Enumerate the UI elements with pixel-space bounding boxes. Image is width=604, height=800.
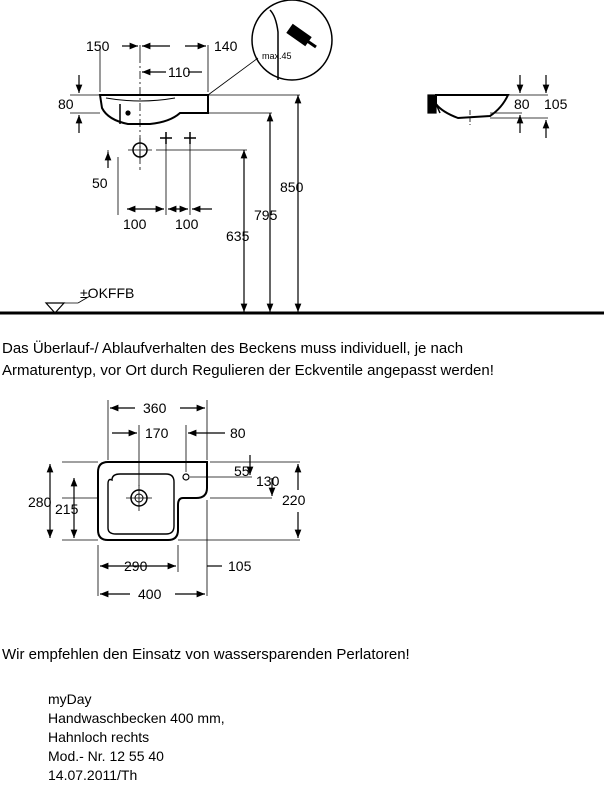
product-name: myDay: [48, 691, 92, 707]
detail-circle: [252, 0, 332, 80]
floor-level-label: ±OKFFB: [80, 285, 135, 301]
dim-850: 850: [280, 179, 304, 195]
dim-150: 150: [86, 38, 110, 54]
dim-105-plan: 105: [228, 558, 252, 574]
product-variant: Hahnloch rechts: [48, 729, 150, 745]
dim-290: 290: [124, 558, 148, 574]
product-date: 14.07.2011/Th: [48, 767, 138, 783]
overflow-note: [2, 338, 494, 382]
aerator-note: Wir empfehlen den Einsatz von wassersparenden Perlatoren!: [2, 646, 410, 663]
plan-view: [50, 400, 300, 596]
detail-max-angle: max.45: [262, 51, 292, 61]
product-model-number: Mod.- Nr. 12 55 40: [48, 748, 164, 764]
tap-hole: [183, 474, 189, 480]
front-view: [428, 75, 548, 138]
dim-400: 400: [138, 586, 162, 602]
dim-50: 50: [92, 175, 108, 191]
dim-360: 360: [143, 400, 167, 416]
dim-55: 55: [234, 463, 250, 479]
dim-215: 215: [55, 501, 79, 517]
overflow-note-line-1: Das Überlauf-/ Ablaufverhalten des Beckens muss individuell, je nach: [2, 340, 464, 357]
dim-100-left: 100: [123, 216, 147, 232]
dim-635: 635: [226, 228, 250, 244]
dim-100-right: 100: [175, 216, 199, 232]
product-info: [48, 690, 225, 785]
dim-795: 795: [254, 207, 278, 223]
dim-280: 280: [28, 494, 52, 510]
dim-105-front: 105: [544, 96, 568, 112]
dim-220: 220: [282, 492, 306, 508]
product-description: Handwaschbecken 400 mm,: [48, 710, 225, 726]
dim-80-front: 80: [514, 96, 530, 112]
dim-80-plan: 80: [230, 425, 246, 441]
dim-80-side: 80: [58, 96, 74, 112]
basin-bowl: [108, 474, 174, 534]
dim-130: 130: [256, 473, 280, 489]
dim-110: 110: [168, 64, 191, 80]
dim-140: 140: [214, 38, 238, 54]
overflow-note-line-2: Armaturentyp, vor Ort durch Regulieren der Eckventile angepasst werden!: [2, 362, 494, 379]
dim-170: 170: [145, 425, 169, 441]
basin-front-profile: [436, 95, 508, 118]
valve-symbol: [160, 132, 196, 144]
